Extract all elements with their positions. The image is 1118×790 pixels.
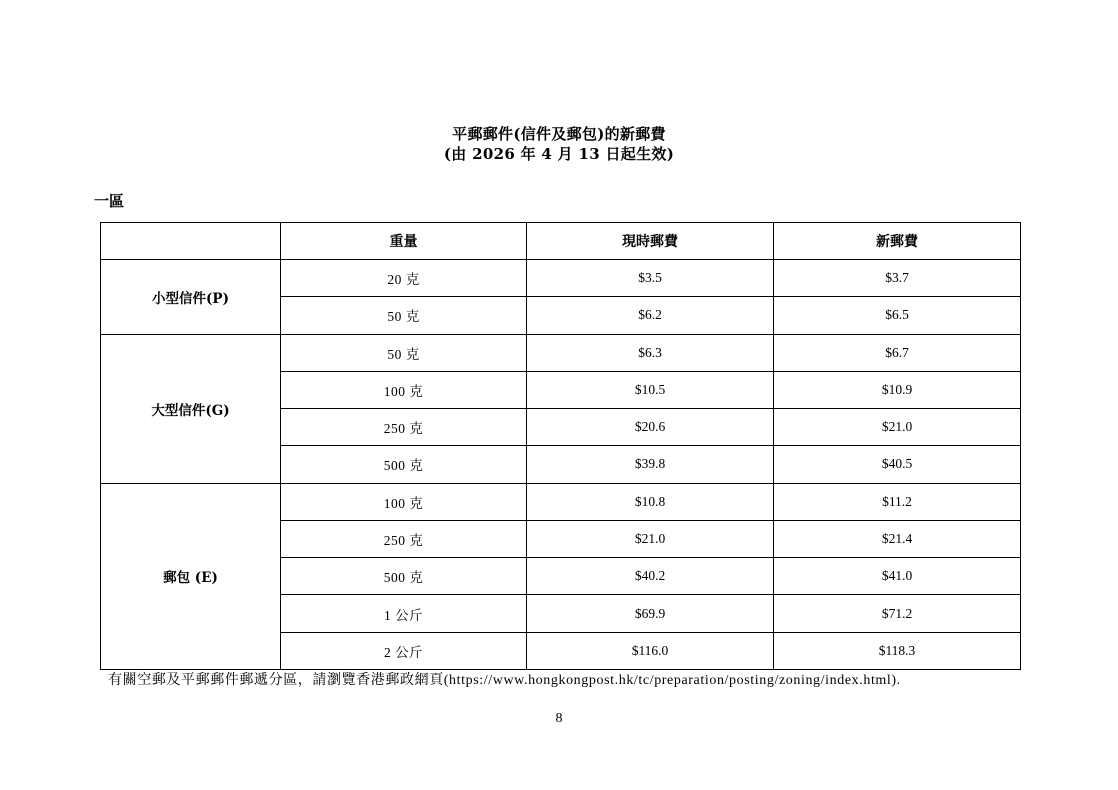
weight-cell: 250 克 xyxy=(281,520,527,557)
current-rate-cell: $10.8 xyxy=(527,483,774,520)
document-title-block xyxy=(0,124,1118,164)
header-new-rate: 新郵費 xyxy=(774,223,1021,260)
new-rate-cell: $21.0 xyxy=(774,409,1021,446)
current-rate-cell: $3.5 xyxy=(527,260,774,297)
weight-cell: 1 公斤 xyxy=(281,595,527,632)
current-rate-cell: $40.2 xyxy=(527,558,774,595)
current-rate-cell: $39.8 xyxy=(527,446,774,483)
new-rate-cell: $21.4 xyxy=(774,520,1021,557)
new-rate-cell: $41.0 xyxy=(774,558,1021,595)
new-rate-cell: $118.3 xyxy=(774,632,1021,669)
table-row xyxy=(101,483,1021,520)
current-rate-cell: $6.3 xyxy=(527,334,774,371)
current-rate-cell: $20.6 xyxy=(527,409,774,446)
new-rate-cell: $6.5 xyxy=(774,297,1021,334)
table-row xyxy=(101,334,1021,371)
current-rate-cell: $116.0 xyxy=(527,632,774,669)
new-rate-cell: $3.7 xyxy=(774,260,1021,297)
weight-cell: 20 克 xyxy=(281,260,527,297)
current-rate-cell: $10.5 xyxy=(527,371,774,408)
header-category xyxy=(101,223,281,260)
postage-rate-table xyxy=(100,222,1021,670)
footnote: 有關空郵及平郵郵件郵遞分區，請瀏覽香港郵政網頁(https://www.hongkongpost.hk/tc/preparation/posting/zoning/index.html). xyxy=(108,673,901,688)
weight-cell: 100 克 xyxy=(281,371,527,408)
weight-cell: 2 公斤 xyxy=(281,632,527,669)
document-subtitle: (由 2026 年 4 月 13 日起生效) xyxy=(443,145,675,163)
current-rate-cell: $6.2 xyxy=(527,297,774,334)
new-rate-cell: $71.2 xyxy=(774,595,1021,632)
category-large-letter: 大型信件(G) xyxy=(101,334,281,483)
document-title: 平郵郵件(信件及郵包)的新郵費 xyxy=(452,125,666,143)
page-number: 8 xyxy=(555,711,563,726)
weight-cell: 50 克 xyxy=(281,334,527,371)
weight-cell: 500 克 xyxy=(281,558,527,595)
weight-cell: 250 克 xyxy=(281,409,527,446)
current-rate-cell: $69.9 xyxy=(527,595,774,632)
category-small-letter: 小型信件(P) xyxy=(101,260,281,335)
weight-cell: 50 克 xyxy=(281,297,527,334)
table-row xyxy=(101,260,1021,297)
header-weight: 重量 xyxy=(281,223,527,260)
new-rate-cell: $6.7 xyxy=(774,334,1021,371)
zone-label: 一區 xyxy=(94,192,125,210)
new-rate-cell: $11.2 xyxy=(774,483,1021,520)
category-parcel: 郵包 (E) xyxy=(101,483,281,669)
header-current-rate: 現時郵費 xyxy=(527,223,774,260)
new-rate-cell: $40.5 xyxy=(774,446,1021,483)
weight-cell: 500 克 xyxy=(281,446,527,483)
table-header-row xyxy=(101,223,1021,260)
weight-cell: 100 克 xyxy=(281,483,527,520)
current-rate-cell: $21.0 xyxy=(527,520,774,557)
new-rate-cell: $10.9 xyxy=(774,371,1021,408)
